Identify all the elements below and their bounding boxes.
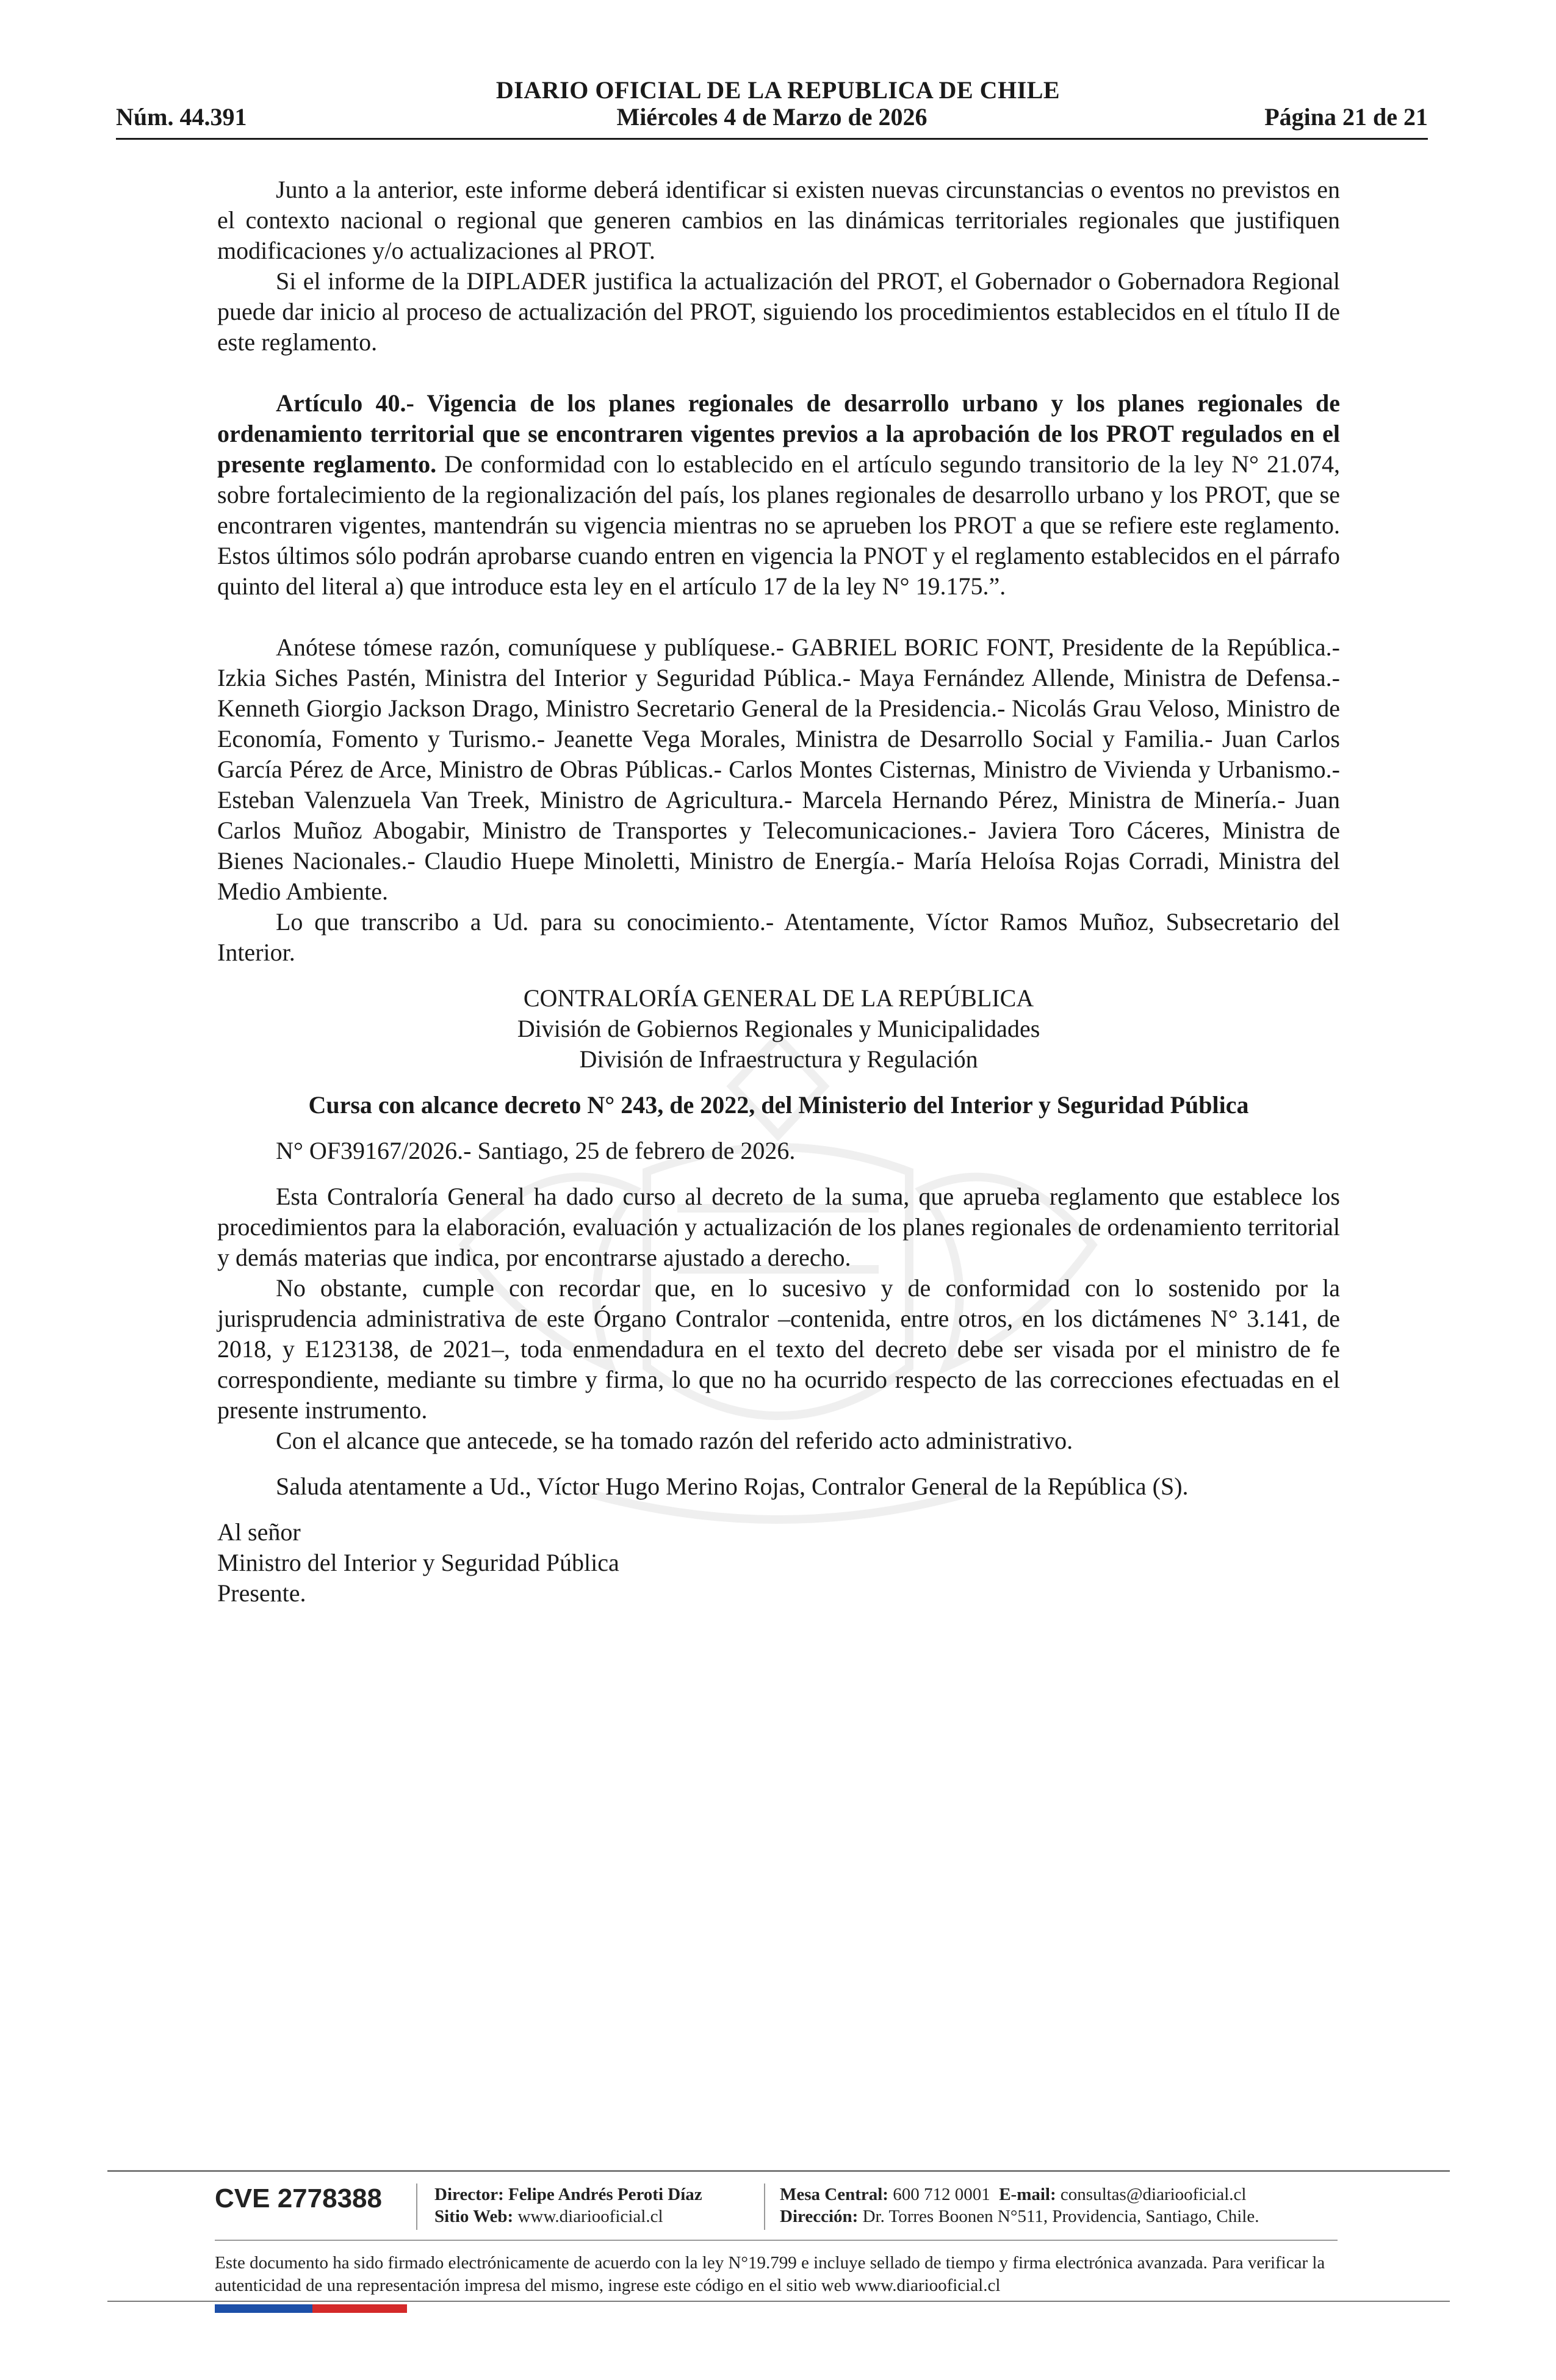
address-line: Presente. xyxy=(217,1579,306,1607)
closing: Saluda atentamente a Ud., Víctor Hugo Merino Rojas, Contralor General de la República (S). xyxy=(276,1473,1189,1500)
email-link[interactable]: consultas@diariooficial.cl xyxy=(1060,2185,1247,2204)
header-row xyxy=(116,103,1428,134)
issue-date: Miércoles 4 de Marzo de 2026 xyxy=(616,103,927,131)
website-label: Sitio Web: xyxy=(434,2207,514,2226)
paragraph: Con el alcance que antecede, se ha tomado razón del referido acto administrativo. xyxy=(276,1427,1073,1454)
document-body xyxy=(217,175,1340,1609)
address-line: Al señor xyxy=(217,1518,301,1546)
website-line xyxy=(434,2205,702,2227)
direccion-text: Dr. Torres Boonen N°511, Providencia, Santiago, Chile. xyxy=(862,2207,1259,2226)
mesa-label: Mesa Central: xyxy=(780,2185,888,2204)
footer-divider xyxy=(215,2240,1338,2241)
footer-divider xyxy=(107,2170,1450,2172)
footer-contact-block xyxy=(780,2183,1259,2227)
flag-stripe-red xyxy=(312,2304,407,2313)
director-label: Director: xyxy=(434,2185,504,2204)
org-name: CONTRALORÍA GENERAL DE LA REPÚBLICA xyxy=(523,984,1034,1012)
reference-line: N° OF39167/2026.- Santiago, 25 de febrero de 2026. xyxy=(276,1137,796,1164)
footer-director-block xyxy=(434,2183,702,2227)
cve-code: CVE 2778388 xyxy=(215,2183,382,2213)
contact-line xyxy=(780,2183,1259,2205)
address-line: Ministro del Interior y Seguridad Pública xyxy=(217,1549,619,1576)
email-label: E-mail: xyxy=(999,2185,1056,2204)
paragraph: Esta Contraloría General ha dado curso al decreto de la suma, que aprueba reglamento que establece los procedimientos para la elaboración, evaluación y actualización de los planes regionales de ordenamiento territorial y demás materias que indica, por encontrarse ajustado a derecho. xyxy=(217,1183,1340,1271)
paragraph: Junto a la anterior, este informe deberá identificar si existen nuevas circunstancias o eventos no previstos en el contexto nacional o regional que generen cambios en las dinámicas territoriales regionales que justifiquen modificaciones y/o actualizaciones al PROT. xyxy=(217,176,1340,264)
website-link[interactable]: www.diariooficial.cl xyxy=(517,2207,663,2226)
article-40-title: Artículo 40.- Vigencia de los planes regionales de desarrollo urbano y los planes regionales de ordenamiento territorial que se encontraren vigentes previos a la aprobación de los PROT regulados en el presente reglamento. xyxy=(217,389,1340,478)
legal-notice: Este documento ha sido firmado electrónicamente de acuerdo con la ley N°19.799 e incluye sellado de tiempo y firma electrónica avanzada. Para verificar la autenticidad de una representación impresa del mismo, ingrese este código en el sitio web www.diariooficial.cl xyxy=(215,2253,1325,2295)
newspaper-title: DIARIO OFICIAL DE LA REPUBLICA DE CHILE xyxy=(495,76,1061,104)
address-line xyxy=(780,2205,1259,2227)
flag-stripe-blue xyxy=(215,2304,312,2313)
director-name: Felipe Andrés Peroti Díaz xyxy=(508,2185,702,2204)
paragraph: No obstante, cumple con recordar que, en lo sucesivo y de conformidad con lo sostenido por la jurisprudencia administrativa de este Órgano Contralor –contenida, entre otros, en los dictámenes N° 3.141, de 2018, y E123138, de 2021–, toda enmendadura en el texto del decreto debe ser visada por el ministro de fe correspondiente, mediante su timbre y firma, lo que no ha ocurrido respecto de las correcciones efectuadas en el presente instrumento. xyxy=(217,1274,1340,1424)
section-heading xyxy=(217,1090,1340,1120)
issue-number: Núm. 44.391 xyxy=(116,103,247,131)
paragraph: Si el informe de la DIPLADER justifica la actualización del PROT, el Gobernador o Gobernadora Regional puede dar inicio al proceso de actualización del PROT, siguiendo los procedimientos establecidos en el título II de este reglamento. xyxy=(217,267,1340,356)
page-indicator: Página 21 de 21 xyxy=(1264,103,1428,131)
section-heading-text: Cursa con alcance decreto N° 243, de 2022, del Ministerio del Interior y Seguridad Pública xyxy=(308,1091,1249,1119)
footer-divider xyxy=(107,2301,1450,2302)
mesa-phone: 600 712 0001 xyxy=(893,2185,990,2204)
direccion-label: Dirección: xyxy=(780,2207,859,2226)
article-40-text: De conformidad con lo establecido en el artículo segundo transitorio de la ley N° 21.074, sobre fortalecimiento de la regionalización del país, los planes regionales de desarrollo urbano y los PROT, que se encontraren vigentes, mantendrán su vigencia mientras no se aprueben los PROT a que se refiere este reglamento. Estos últimos sólo podrán aprobarse cuando entren en vigencia la PNOT y el reglamento establecidos en el párrafo quinto del literal a) que introduce esta ley en el artículo 17 de la ley N° 19.175.”. xyxy=(217,450,1340,600)
paragraph: Lo que transcribo a Ud. para su conocimiento.- Atentamente, Víctor Ramos Muñoz, Subsecretario del Interior. xyxy=(217,908,1340,966)
director-line xyxy=(434,2183,702,2205)
article-40 xyxy=(217,388,1340,602)
org-division: División de Gobiernos Regionales y Municipalidades xyxy=(517,1015,1040,1042)
footer-separator xyxy=(764,2183,765,2230)
signatories-paragraph: Anótese tómese razón, comuníquese y publíquese.- GABRIEL BORIC FONT, Presidente de la República.- Izkia Siches Pastén, Ministra del Interior y Seguridad Pública.- Maya Fernández Allende, Ministra de Defensa.- Kenneth Giorgio Jackson Drago, Ministro Secretario General de la Presidencia.- Nicolás Grau Veloso, Ministro de Economía, Fomento y Turismo.- Jeanette Vega Morales, Ministra de Desarrollo Social y Familia.- Juan Carlos García Pérez de Arce, Ministro de Obras Públicas.- Carlos Montes Cisternas, Ministro de Vivienda y Urbanismo.- Esteban Valenzuela Van Treek, Ministro de Agricultura.- Marcela Hernando Pérez, Ministra de Minería.- Juan Carlos Muñoz Abogabir, Ministro de Transportes y Telecomunicaciones.- Javiera Toro Cáceres, Ministra de Bienes Nacionales.- Claudio Huepe Minoletti, Ministro de Energía.- María Heloísa Rojas Corradi, Ministra del Medio Ambiente. xyxy=(217,633,1340,905)
footer-separator xyxy=(416,2183,417,2230)
org-division: División de Infraestructura y Regulación xyxy=(579,1045,978,1073)
header-divider xyxy=(116,138,1428,140)
